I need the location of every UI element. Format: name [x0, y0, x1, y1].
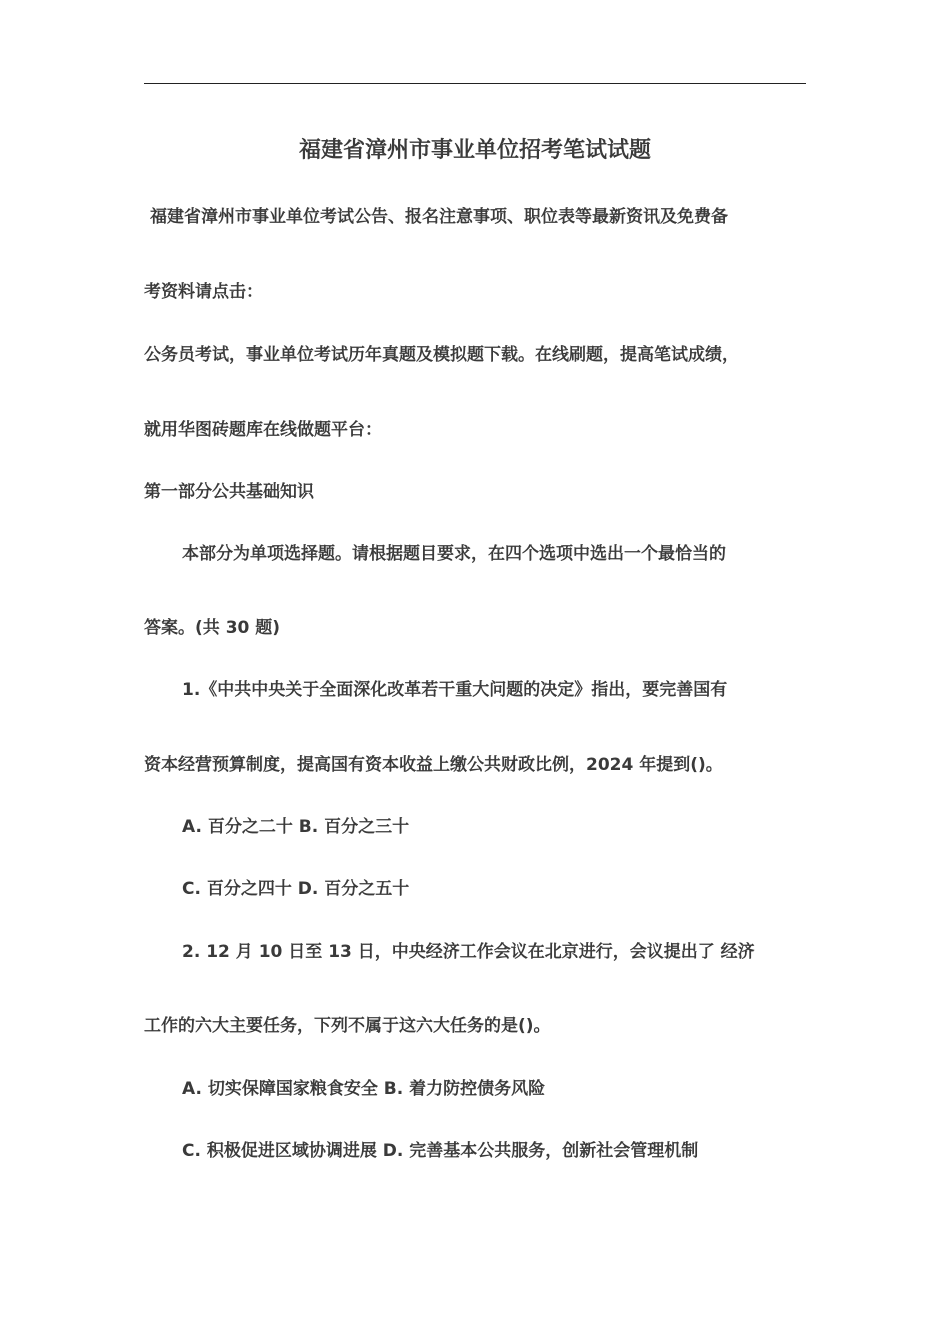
question-2-options-line-2: C. 积极促进区域协调进展 D. 完善基本公共服务，创新社会管理机制 — [182, 1141, 699, 1161]
document-title: 福建省漳州市事业单位招考笔试试题 — [298, 138, 651, 163]
promo-line-1: 公务员考试，事业单位考试历年真题及模拟题下载。在线刷题，提高笔试成绩， — [144, 345, 739, 365]
question-1-options-line-2: C. 百分之四十 D. 百分之五十 — [182, 879, 410, 899]
header-rule — [144, 83, 806, 84]
instructions-line-2: 答案。(共 30 题) — [144, 618, 281, 638]
question-1-stem-line-1: 1.《中共中央关于全面深化改革若干重大问题的决定》指出，要完善国有 — [182, 680, 728, 700]
question-1-stem-line-2: 资本经营预算制度，提高国有资本收益上缴公共财政比例，2024 年提到()。 — [144, 755, 723, 775]
intro-line-2: 考资料请点击： — [144, 282, 263, 302]
question-2-options-line-1: A. 切实保障国家粮食安全 B. 着力防控债务风险 — [182, 1079, 546, 1099]
question-2-stem-line-2: 工作的六大主要任务，下列不属于这六大任务的是()。 — [144, 1016, 551, 1036]
question-1-options-line-1: A. 百分之二十 B. 百分之三十 — [182, 817, 410, 837]
section-heading: 第一部分公共基础知识 — [144, 482, 314, 502]
intro-line-1: 福建省漳州市事业单位考试公告、报名注意事项、职位表等最新资讯及免费备 — [150, 207, 728, 227]
promo-line-2: 就用华图砖题库在线做题平台： — [144, 420, 382, 440]
instructions-line-1: 本部分为单项选择题。请根据题目要求，在四个选项中选出一个最恰当的 — [182, 544, 726, 564]
question-2-stem-line-1: 2. 12 月 10 日至 13 日，中央经济工作会议在北京进行，会议提出了 经济 — [182, 942, 755, 962]
